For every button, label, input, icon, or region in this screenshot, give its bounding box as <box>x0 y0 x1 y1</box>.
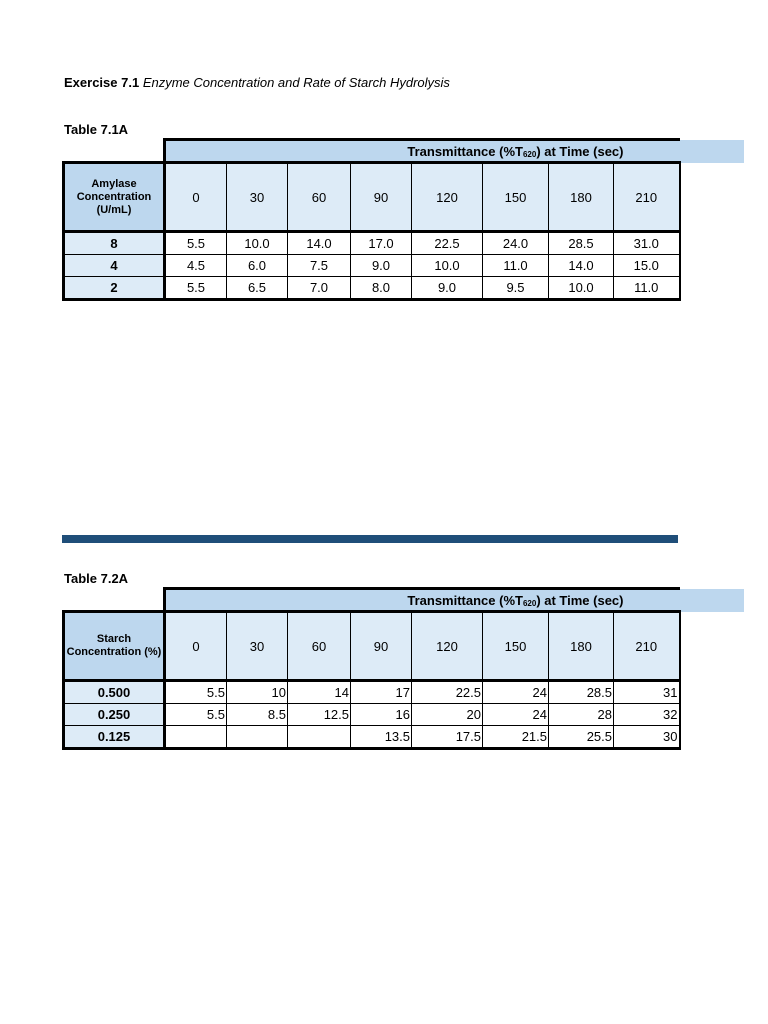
table-a-column-group-header: Transmittance $(\%T_{620})$ at Time (sec) <box>165 140 680 163</box>
table-cell: 5.5 <box>165 277 227 300</box>
table-a-time-header: 180 <box>549 163 614 232</box>
table-cell: 14.0 <box>549 255 614 277</box>
table-cell: 28 <box>549 704 614 726</box>
table-b-time-header: 30 <box>227 612 288 681</box>
table-b-time-header: 210 <box>614 612 680 681</box>
table-cell <box>288 726 351 749</box>
table-a-time-header: 90 <box>351 163 412 232</box>
exercise-label: Exercise 7.1 <box>64 75 140 90</box>
table-a-time-header: 0 <box>165 163 227 232</box>
table-cell: 4.5 <box>165 255 227 277</box>
table-a-label: Table 7.1A <box>64 122 129 137</box>
table-row <box>64 255 680 277</box>
table-cell: 28.5 <box>549 232 614 255</box>
table-cell: 10.0 <box>412 255 483 277</box>
exercise-title <box>64 75 450 90</box>
table-cell: 17.5 <box>412 726 483 749</box>
table-a-corner-header: Amylase Concentration (U/mL) <box>64 163 165 232</box>
table-cell: 20 <box>412 704 483 726</box>
table-b-time-header: 60 <box>288 612 351 681</box>
table-cell: 24 <box>483 681 549 704</box>
table-cell: 30 <box>614 726 680 749</box>
table-row <box>64 681 680 704</box>
table-cell <box>165 726 227 749</box>
table-cell: 31 <box>614 681 680 704</box>
table-cell: 10.0 <box>227 232 288 255</box>
table-cell: 11.0 <box>483 255 549 277</box>
table-b-time-header: 120 <box>412 612 483 681</box>
table-a-header-extension <box>678 140 744 163</box>
table-b-time-header: 90 <box>351 612 412 681</box>
table-a-row-label: 2 <box>64 277 165 300</box>
table-cell: 24.0 <box>483 232 549 255</box>
table-cell: 22.5 <box>412 681 483 704</box>
table-cell: 7.5 <box>288 255 351 277</box>
table-cell: 16 <box>351 704 412 726</box>
table-a-row-label: 8 <box>64 232 165 255</box>
table-a-time-header-row <box>64 163 680 232</box>
table-cell: 31.0 <box>614 232 680 255</box>
table-cell: 6.5 <box>227 277 288 300</box>
exercise-subtitle: Enzyme Concentration and Rate of Starch Hydrolysis <box>142 75 450 90</box>
table-b-time-header: 150 <box>483 612 549 681</box>
table-cell: 13.5 <box>351 726 412 749</box>
table-a <box>62 138 681 301</box>
table-a-time-header: 120 <box>412 163 483 232</box>
table-cell: 8.5 <box>227 704 288 726</box>
section-separator-band <box>62 535 678 543</box>
table-cell: 6.0 <box>227 255 288 277</box>
table-cell: 10 <box>227 681 288 704</box>
table-row <box>64 704 680 726</box>
table-cell: 21.5 <box>483 726 549 749</box>
table-b <box>62 587 681 750</box>
table-cell: 17.0 <box>351 232 412 255</box>
table-cell: 25.5 <box>549 726 614 749</box>
table-row <box>64 232 680 255</box>
table-cell: 9.5 <box>483 277 549 300</box>
table-b-time-header: 180 <box>549 612 614 681</box>
table-cell: 15.0 <box>614 255 680 277</box>
table-b-time-header-row <box>64 612 680 681</box>
table-b-row-label: 0.500 <box>64 681 165 704</box>
table-cell: 5.5 <box>165 232 227 255</box>
table-cell: 28.5 <box>549 681 614 704</box>
table-cell: 7.0 <box>288 277 351 300</box>
table-b-row-label: 0.250 <box>64 704 165 726</box>
table-cell: 22.5 <box>412 232 483 255</box>
table-cell: 12.5 <box>288 704 351 726</box>
table-a-time-header: 210 <box>614 163 680 232</box>
table-cell: 9.0 <box>412 277 483 300</box>
table-cell: 8.0 <box>351 277 412 300</box>
table-b-time-header: 0 <box>165 612 227 681</box>
table-a-time-header: 150 <box>483 163 549 232</box>
table-a-time-header: 60 <box>288 163 351 232</box>
table-cell: 24 <box>483 704 549 726</box>
table-a-time-header: 30 <box>227 163 288 232</box>
table-b-corner-header: Starch Concentration (%) <box>64 612 165 681</box>
table-cell: 11.0 <box>614 277 680 300</box>
table-b-column-group-header: Transmittance $(\%T_{620})$ at Time (sec) <box>165 589 680 612</box>
table-b-header-extension <box>678 589 744 612</box>
table-cell: 10.0 <box>549 277 614 300</box>
table-row <box>64 726 680 749</box>
table-cell: 17 <box>351 681 412 704</box>
table-a-row-label: 4 <box>64 255 165 277</box>
table-b-row-label: 0.125 <box>64 726 165 749</box>
table-cell: 32 <box>614 704 680 726</box>
table-cell <box>227 726 288 749</box>
table-cell: 14.0 <box>288 232 351 255</box>
table-cell: 5.5 <box>165 681 227 704</box>
table-row <box>64 277 680 300</box>
table-cell: 9.0 <box>351 255 412 277</box>
table-cell: 14 <box>288 681 351 704</box>
table-b-label: Table 7.2A <box>64 571 129 586</box>
table-cell: 5.5 <box>165 704 227 726</box>
